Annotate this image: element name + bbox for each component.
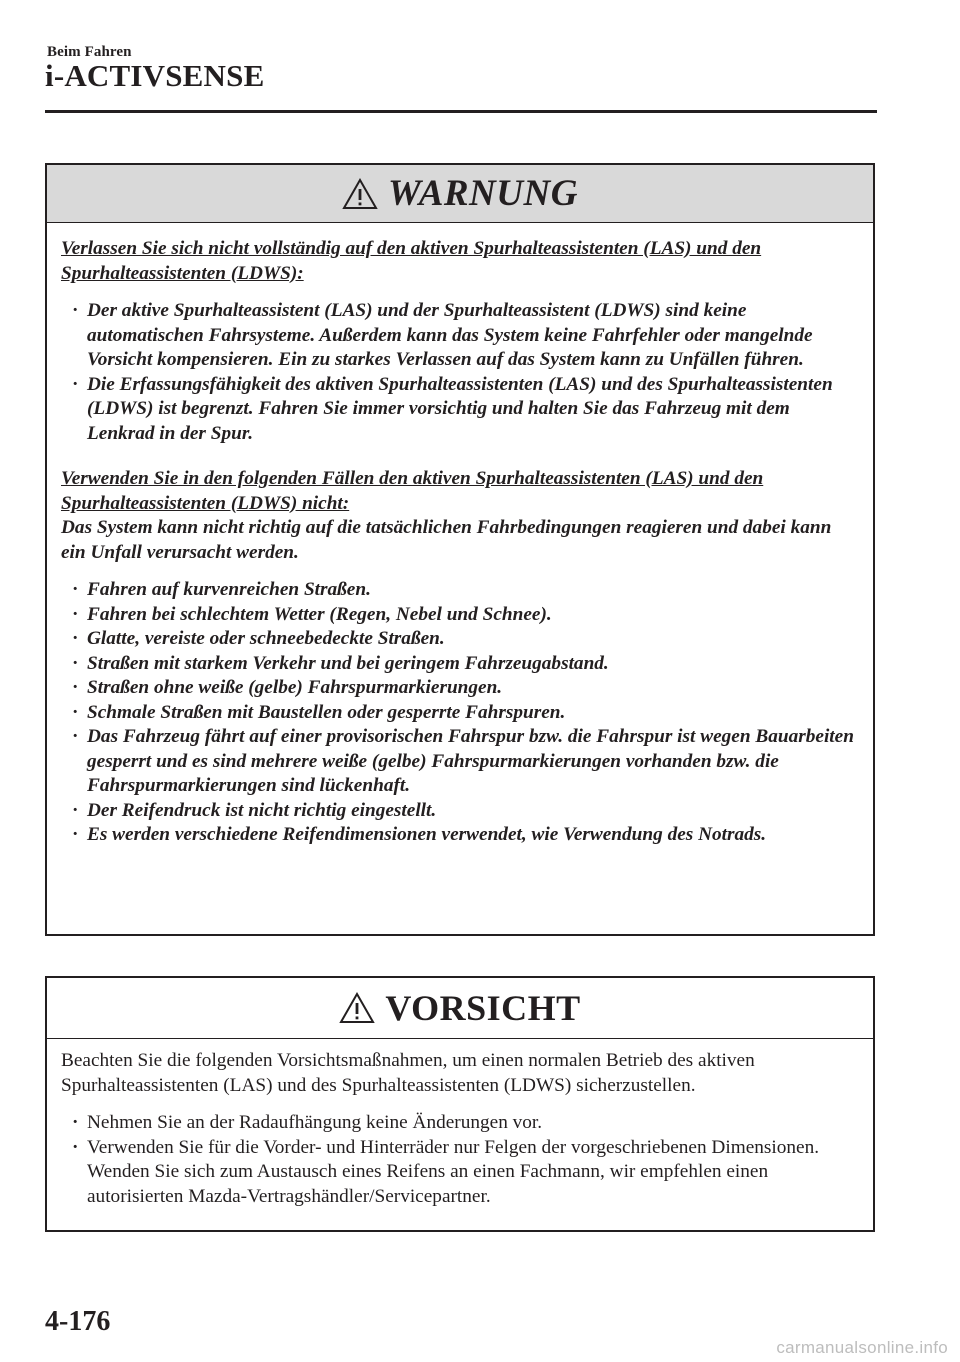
list-item: · Der Reifendruck ist nicht richtig eingestellt.: [61, 799, 859, 824]
list-item: · Fahren bei schlechtem Wetter (Regen, Nebel und Schnee).: [61, 603, 859, 628]
list-item: · Nehmen Sie an der Radaufhängung keine Änderungen vor.: [61, 1111, 859, 1136]
list-item: · Glatte, vereiste oder schneebedeckte Straßen.: [61, 627, 859, 652]
warning-triangle-icon: [342, 178, 378, 210]
caution-list: [61, 1111, 859, 1209]
caution-box: [45, 976, 875, 1232]
list-item: · Die Erfassungsfähigkeit des aktiven Spurhalteassistenten (LAS) und des Spurhalteassistenten (LDWS) ist begrenzt. Fahren Sie immer vorsichtig und halten Sie das Fahrzeug mit dem Lenkrad in der Spur.: [61, 373, 859, 447]
header-divider: [45, 110, 877, 113]
list-item: · Verwenden Sie für die Vorder- und Hinterräder nur Felgen der vorgeschriebenen Dimensionen. Wenden Sie sich zum Austausch eines Reifens an einen Fachmann, wir empfehlen einen autorisierten Mazda-Vertragshändler/Servicepartner.: [61, 1136, 859, 1210]
list-item: · Straßen ohne weiße (gelbe) Fahrspurmarkierungen.: [61, 676, 859, 701]
warning-intro-2-text: Das System kann nicht richtig auf die tatsächlichen Fahrbedingungen reagieren und dabei kann ein Unfall verursacht werden.: [61, 517, 832, 563]
list-item: · Fahren auf kurvenreichen Straßen.: [61, 578, 859, 603]
list-item: · Das Fahrzeug fährt auf einer provisorischen Fahrspur bzw. die Fahrspur ist wegen Bauarbeiten gesperrt und es sind mehrere weiße (gelbe) Fahrspurmarkierungen vorhanden bzw. die Fahrspurmarkierungen sind lückenhaft.: [61, 725, 859, 799]
list-item: · Straßen mit starkem Verkehr und bei geringem Fahrzeugabstand.: [61, 652, 859, 677]
warning-label: WARNUNG: [388, 173, 578, 214]
caution-header: [47, 978, 873, 1039]
page-number: 4-176: [45, 1306, 111, 1337]
page-title: i-ACTIVSENSE: [45, 58, 265, 93]
warning-intro-1: Verlassen Sie sich nicht vollständig auf den aktiven Spurhalteassistenten (LAS) und den Spurhalteassistenten (LDWS):: [61, 238, 762, 284]
warning-list-2: [61, 578, 859, 848]
caution-intro: Beachten Sie die folgenden Vorsichtsmaßnahmen, um einen normalen Betrieb des aktiven Spurhalteassistenten (LAS) und des Spurhalteassistenten (LDWS) sicherzustellen.: [61, 1050, 755, 1096]
list-item: · Der aktive Spurhalteassistent (LAS) und der Spurhalteassistent (LDWS) sind keine automatischen Fahrsysteme. Außerdem kann das System keine Fahrfehler oder mangelnde Vorsicht kompensieren. Ein zu starkes Verlassen auf das System kann zu Unfällen führen.: [61, 299, 859, 373]
watermark: carmanualsonline.info: [776, 1338, 948, 1357]
warning-list-1: [61, 299, 859, 446]
warning-header: [47, 165, 873, 223]
warning-intro-2: Verwenden Sie in den folgenden Fällen den aktiven Spurhalteassistenten (LAS) und den Spurhalteassistenten (LDWS) nicht:: [61, 468, 764, 514]
warning-box: [45, 163, 875, 936]
list-item: · Schmale Straßen mit Baustellen oder gesperrte Fahrspuren.: [61, 701, 859, 726]
caution-label: VORSICHT: [385, 988, 581, 1028]
caution-body: [47, 1039, 873, 1209]
warning-triangle-icon: [339, 992, 375, 1024]
section-label: Beim Fahren: [47, 44, 132, 60]
list-item: · Es werden verschiedene Reifendimensionen verwendet, wie Verwendung des Notrads.: [61, 823, 859, 848]
warning-body: [47, 223, 873, 848]
